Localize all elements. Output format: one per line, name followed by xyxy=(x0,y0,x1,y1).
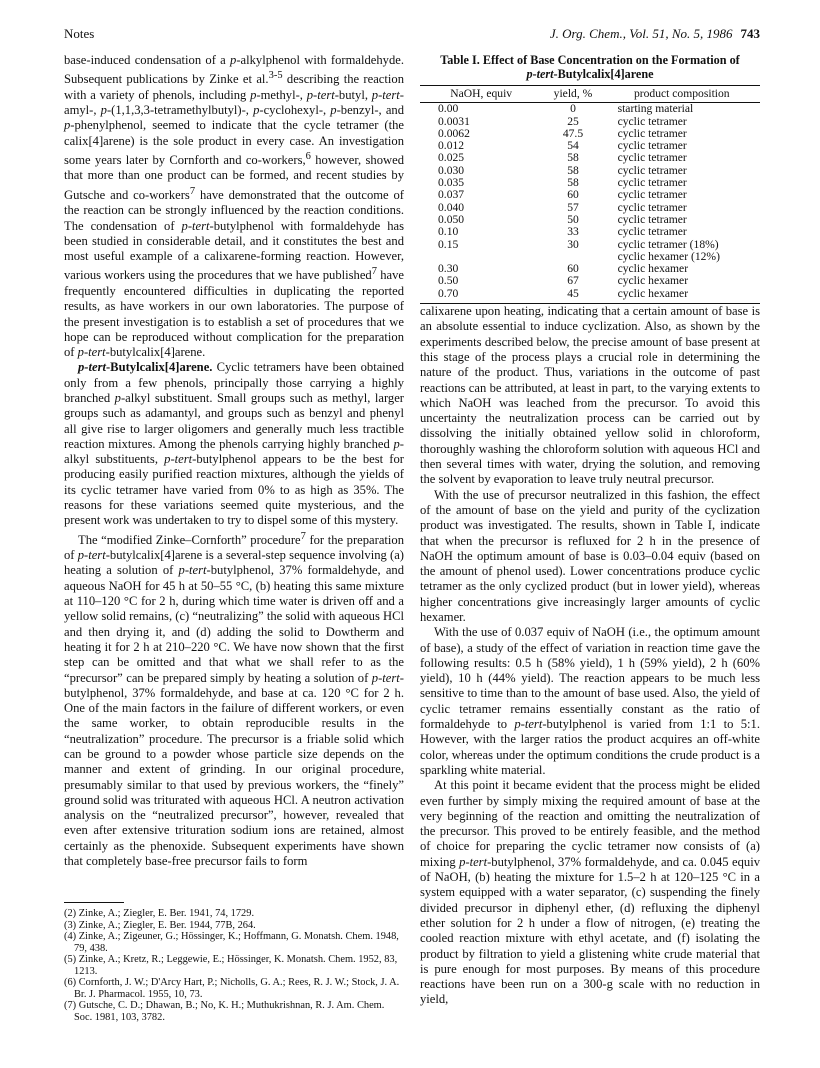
naoh-equiv-cell: 0.0031 xyxy=(438,114,470,128)
table-row xyxy=(420,226,760,238)
table-row xyxy=(420,239,760,251)
naoh-equiv-cell: 0.025 xyxy=(438,151,465,165)
table-row xyxy=(420,165,760,177)
paragraph: With the use of 0.037 equiv of NaOH (i.e., the optimum amount of base), a study of the effect of variation in reaction time gave the following results: 0.5 h (58% yield), 1 h (59% yield), 2 h (60% yield), 10 h (44% yield). The reaction appears to be much less sensitive to time than to the amount of base used. Also, the yield of cyclic tetramer remains essentially constant as the ratio of formaldehyde to p-tert-butylphenol is varied from 1:1 to 5:1. However, with the larger ratios the product acquires an off-white color, whereas under the optimum conditions the crude product is a sparkling white material. xyxy=(420,625,760,777)
table-row xyxy=(420,263,760,275)
paragraph: At this point it became evident that the process might be elided even further by simply mixing the required amount of base at the very beginning of the reaction and omitting the neutralization of the precursor. This proved to be entirely feasible, and the method of choice for preparing the cyclic tetramer now consists of (a) mixing p-tert-butylphenol, 37% formaldehyde, and ca. 0.045 equiv of NaOH, (b) heating the mixture for 1.5–2 h at 120–125 °C in a system equipped with a water separator, (c) suspending the finely divided precursor in diphenyl ether, (d) refluxing the diphenyl ether solution for 2 h under a flow of nitrogen, (e) treating the cooled reaction mixture with ethyl acetate, and (f) isolating the product by filtration to yield a glistening white crude material that is pure enough for most purposes. By means of this procedure reactions have been run on a 300-g scale with no reduction in yield, xyxy=(420,778,760,1007)
yield-cell: 25 xyxy=(567,114,579,128)
footnote: (6) Cornforth, J. W.; D'Arcy Hart, P.; Nicholls, G. A.; Rees, R. J. W.; Stock, J. A. Br. J. Pharmacol. 1955, 10, 73. xyxy=(64,977,400,1000)
yield-cell: 57 xyxy=(567,200,579,214)
journal-citation xyxy=(550,26,760,42)
naoh-equiv-cell: 0.0062 xyxy=(438,126,470,140)
product-composition-cell: cyclic tetramer xyxy=(617,139,687,153)
yield-cell: 50 xyxy=(567,212,579,226)
table-row xyxy=(420,251,760,263)
column-header: yield, % xyxy=(542,86,603,103)
table-row xyxy=(420,103,760,116)
yield-cell: 58 xyxy=(567,163,579,177)
naoh-equiv-cell: 0.15 xyxy=(438,237,459,251)
paragraph: calixarene upon heating, indicating that a certain amount of base is an absolute essential to induce cyclization. Also, as shown by the experiments described below, the precise amount of base present at this stage of the process plays a crucial role in determining the nature of the product. Thus, variations in the outcome of past reactions can be attributed, at least in part, to the varying extents to which NaOH was leached from the precursor. To avoid this uncertainty the neutralization process can be carried out by dissolving the initially obtained yellow solid in chloroform, thoroughly washing the chloroform solution with aqueous HCl and then several times with water, drying the solution, and removing the solvent by evaporation to leave truly neutral precursor. xyxy=(420,304,760,487)
footnote: (3) Zinke, A.; Ziegler, E. Ber. 1944, 77B, 264. xyxy=(64,919,256,931)
product-composition-cell: starting material xyxy=(617,102,694,116)
product-composition-cell: cyclic tetramer xyxy=(617,225,687,239)
product-composition-cell: cyclic tetramer xyxy=(617,151,687,165)
paragraph: p-tert-Butylcalix[4]arene. Cyclic tetramers have been obtained only from a few phenols, principally those carrying a highly branched p-alkyl substituent. Small groups such as methyl, larger groups such as adamantyl, and groups such as benzyl and phenyl all give rise to larger oligomers and generally much less tractible reaction mixtures. Among the phenols carrying highly branched p-alkyl substituents, p-tert-butylphenol appears to be the best for producing easily purified reaction mixtures, although the yields of its cyclic tetramer have varied from 0% to as high as 35%. The reasons for these variations seemed quite mysterious, and the present work was undertaken to try to dispel some of this mystery. xyxy=(64,360,404,528)
naoh-equiv-cell: 0.012 xyxy=(438,139,465,153)
yield-cell: 0 xyxy=(570,102,576,116)
footnote: (5) Zinke, A.; Kretz, R.; Leggewie, E.; Hössinger, K. Monatsh. Chem. 1952, 83, 1213. xyxy=(64,954,398,977)
paragraph: base-induced condensation of a p-alkylphenol with formaldehyde. Subsequent publications by Zinke et al.$^{3-5}$ describing the reaction with a variety of phenols, including p-methyl-, p-tert-butyl, p-tert-amyl-, p-(1,1,3,3-tetramethylbutyl)-, p-cyclohexyl-, p-benzyl-, and p-phenylphenol, seemed to indicate that the cycle tetramer (the calix[4]arene) is the sole product in every case. An investigation some years later by Cornforth and co-workers,$^6$ however, showed that more than one product can be formed, and recent studies by Gutsche and co-workers$^7$ have demonstrated that the outcome of the reaction can be strongly influenced by the reaction conditions. The condensation of p-tert-butylphenol with formaldehyde has been studied in considerable detail, and it constitutes the best and most useful example of a calixarene-forming reaction. However, various workers using the procedures that we have published$^7$ have frequently encountered difficulties in duplicating the reported results, as have workers in our own laboratories. The purpose of the present investigation is to establish a set of procedures that we hope can be reproduced without complication for the preparation of p-tert-butylcalix[4]arene. xyxy=(64,53,405,360)
product-composition-cell: cyclic tetramer xyxy=(617,114,687,128)
naoh-equiv-cell: 0.037 xyxy=(438,188,465,202)
footnote: (2) Zinke, A.; Ziegler, E. Ber. 1941, 74, 1729. xyxy=(64,908,255,919)
product-composition-cell: cyclic hexamer xyxy=(617,262,689,276)
column-header: product composition xyxy=(604,86,760,103)
product-composition-cell: cyclic hexamer (12%) xyxy=(617,249,720,263)
naoh-equiv-cell: 0.50 xyxy=(438,274,459,288)
section-label: Notes xyxy=(64,26,95,41)
running-header xyxy=(64,26,760,46)
yield-cell: 45 xyxy=(542,288,603,304)
table-row xyxy=(420,152,760,164)
product-composition-cell: cyclic tetramer xyxy=(617,212,687,226)
paragraph: The “modified Zinke–Cornforth” procedure$^7$ for the preparation of p-tert-butylcalix[4]arene is a several-step sequence involving (a) heating a solution of p-tert-butylphenol, 37% formaldehyde, and aqueous NaOH for 45 h at 50–55 °C, (b) heating this same mixture at 110–120 °C for 2 h, during which time water is driven off and a yellow solid remains, (c) “neutralizing” the solid with aqueous HCl and then drying it, and (d) adding the solid to Dowtherm and heating it for 2 h at 210–220 °C. We have now shown that the first step can be omitted and that what we shall refer to as the “precursor” can be prepared simply by heating a solution of p-tert-butylphenol, 37% formaldehyde, and base at ca. 120 °C for 2 h. One of the main factors in the failure of different workers, or even the same worker, to obtain reproducible results in the “neutralization” procedure. The precursor is a friable solid which can be ground to a powder whose particle size depends on the manner and extent of grinding. In our original procedure, presumably similar to that used by previous workers, the “finely” ground solid was triturated with aqueous HCl. A neutron activation analysis on the “neutralized precursor”, however, revealed that even after extensive trituration sodium ions are retained, almost certainly as the phenoxide. Subsequent experiments have shown that completely base-free precursor fails to form xyxy=(64,530,405,869)
footnote: (4) Zinke, A.; Zigeuner, G.; Hössinger, K.; Hoffmann, G. Monatsh. Chem. 1948, 79, 438. xyxy=(64,931,399,954)
right-column xyxy=(420,53,760,1008)
table-row xyxy=(420,177,760,189)
footnote: (7) Gutsche, C. D.; Dhawan, B.; No, K. H.; Muthukrishnan, R. J. Am. Chem. Soc. 1981, 103, 3782. xyxy=(64,1000,385,1023)
table-row xyxy=(420,288,760,304)
table-row xyxy=(420,202,760,214)
naoh-equiv-cell: 0.30 xyxy=(438,262,459,276)
product-composition-cell: cyclic tetramer xyxy=(617,188,687,202)
yield-cell: 47.5 xyxy=(562,126,584,140)
yield-cell: 60 xyxy=(567,188,579,202)
product-composition-cell: cyclic tetramer (18%) xyxy=(617,237,719,251)
yield-cell: 67 xyxy=(567,274,579,288)
table-body xyxy=(420,103,760,304)
table-caption: Table I. Effect of Base Concentration on the Formation of p-tert-Butylcalix[4]arene xyxy=(440,53,740,81)
naoh-equiv-cell: 0.00 xyxy=(438,102,459,116)
product-composition-cell: cyclic tetramer xyxy=(617,163,687,177)
journal-name: J. Org. Chem., Vol. 51, No. 5, 1986 xyxy=(549,26,733,41)
product-composition-cell: cyclic tetramer xyxy=(617,200,687,214)
naoh-equiv-cell: 0.050 xyxy=(438,212,465,226)
product-composition-cell: cyclic hexamer xyxy=(604,288,760,304)
naoh-equiv-cell: 0.70 xyxy=(420,288,542,304)
paragraph: With the use of precursor neutralized in this fashion, the effect of the amount of base on the yield and purity of the cyclization product was investigated. The results, shown in Table I, indicate that when the precursor is refluxed for 2 h in the presence of NaOH the optimum amount of base is 0.03–0.04 equiv (based on the amount of phenol used). Lower concentrations produce cyclic tetramer as the only cyclized product (but in lower yield), whereas higher concentrations give increasingly larger amounts of cyclic hexamer. xyxy=(420,487,760,624)
naoh-equiv-cell: 0.040 xyxy=(438,200,465,214)
naoh-equiv-cell: 0.10 xyxy=(438,225,459,239)
table-row xyxy=(420,140,760,152)
naoh-equiv-cell: 0.035 xyxy=(438,176,465,190)
yield-cell: 54 xyxy=(567,139,579,153)
page-number: 743 xyxy=(740,26,760,41)
product-composition-cell: cyclic tetramer xyxy=(617,126,687,140)
table-row xyxy=(420,275,760,287)
yield-cell: 33 xyxy=(567,225,579,239)
column-header: NaOH, equiv xyxy=(420,86,542,103)
table-row xyxy=(420,116,760,128)
footnotes xyxy=(64,908,404,1023)
data-table xyxy=(420,85,760,304)
naoh-equiv-cell: 0.030 xyxy=(438,163,465,177)
table-row xyxy=(420,189,760,201)
footnote-divider xyxy=(64,902,124,903)
table-row xyxy=(420,128,760,140)
section-heading: p-tert-Butylcalix[4]arene. xyxy=(78,360,213,375)
table-header-row xyxy=(420,86,760,103)
left-column xyxy=(64,53,404,869)
table-row xyxy=(420,214,760,226)
yield-cell: 58 xyxy=(567,151,579,165)
yield-cell: 30 xyxy=(567,237,579,251)
product-composition-cell: cyclic hexamer xyxy=(617,274,689,288)
yield-cell: 60 xyxy=(567,262,579,276)
product-composition-cell: cyclic tetramer xyxy=(617,176,687,190)
yield-cell: 58 xyxy=(567,176,579,190)
